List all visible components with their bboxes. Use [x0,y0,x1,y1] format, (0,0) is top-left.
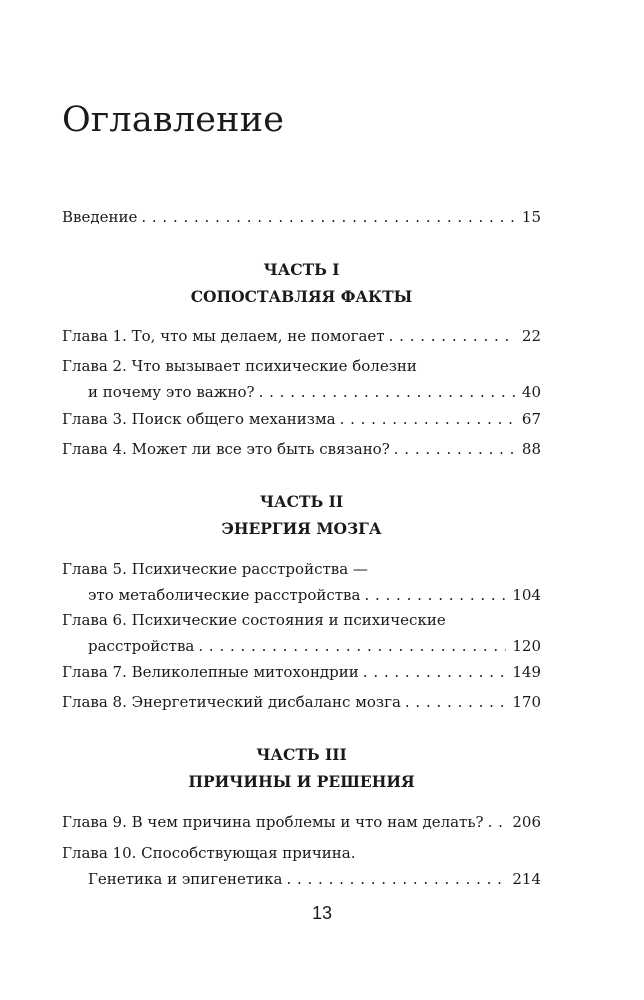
toc-entry-chapter-8[interactable] [62,689,541,715]
dot-leader [363,659,507,685]
toc-entry-chapter-1[interactable] [62,323,541,349]
entry-title: Глава 6. Психические состояния и психические [62,611,446,629]
entry-title: Глава 7. Великолепные митохондрии [62,663,359,681]
dot-leader [394,436,516,462]
entry-page: 88 [521,440,541,458]
page-number: 13 [311,903,333,923]
toc-entry-chapter-4[interactable] [62,436,541,462]
entry-title: Глава 8. Энергетический дисбаланс мозга [62,693,401,711]
entry-title: Глава 2. Что вызывает психические болезни [62,357,417,375]
entry-title: Глава 1. То, что мы делаем, не помогает [62,327,385,345]
dot-leader [259,379,516,405]
toc-entry-chapter-9[interactable] [62,809,541,835]
part-label: ЧАСТЬ III [256,745,347,764]
entry-page: 214 [512,870,541,888]
dot-leader [198,633,506,659]
toc-entry-chapter-3[interactable] [62,406,541,432]
entry-page: 104 [512,586,541,604]
toc-entry-chapter-6[interactable] [62,607,541,659]
dot-leader [389,323,516,349]
entry-page: 15 [521,208,541,226]
entry-page: 40 [521,383,541,401]
entry-page: 22 [521,327,541,345]
toc-entry-chapter-7[interactable] [62,659,541,685]
dot-leader [364,582,506,608]
toc-entry-chapter-5[interactable] [62,556,541,608]
part-heading-2 [62,488,541,542]
toc-entry-chapter-2[interactable] [62,353,541,405]
entry-title: Глава 3. Поиск общего механизма [62,410,336,428]
entry-title-continued: и почему это важно? [88,383,255,401]
toc-entry-intro[interactable] [62,204,541,230]
dot-leader [488,809,507,835]
part-heading-1 [62,256,541,310]
entry-page: 206 [512,813,541,831]
toc-entry-chapter-10[interactable] [62,840,541,892]
part-title: ЭНЕРГИЯ МОЗГА [221,519,382,538]
part-title: СОПОСТАВЛЯЯ ФАКТЫ [190,287,413,306]
part-label: ЧАСТЬ I [263,260,340,279]
entry-page: 67 [521,410,541,428]
part-label: ЧАСТЬ II [259,492,344,511]
entry-title-continued: это метаболические расстройства [88,586,361,604]
entry-page: 170 [512,693,541,711]
page-title: Оглавление [62,100,285,140]
dot-leader [141,204,516,230]
entry-title: Введение [62,208,138,226]
part-title: ПРИЧИНЫ И РЕШЕНИЯ [188,772,415,791]
entry-title: Глава 5. Психические расстройства — [62,560,368,578]
part-heading-3 [62,741,541,795]
entry-title: Глава 9. В чем причина проблемы и что нам делать? [62,813,484,831]
dot-leader [405,689,506,715]
entry-title-continued: расстройства [88,637,195,655]
entry-title-continued: Генетика и эпигенетика [88,870,283,888]
entry-page: 149 [512,663,541,681]
dot-leader [286,866,506,892]
dot-leader [340,406,516,432]
entry-page: 120 [512,637,541,655]
entry-title: Глава 4. Может ли все это быть связано? [62,440,390,458]
entry-title: Глава 10. Способствующая причина. [62,844,356,862]
